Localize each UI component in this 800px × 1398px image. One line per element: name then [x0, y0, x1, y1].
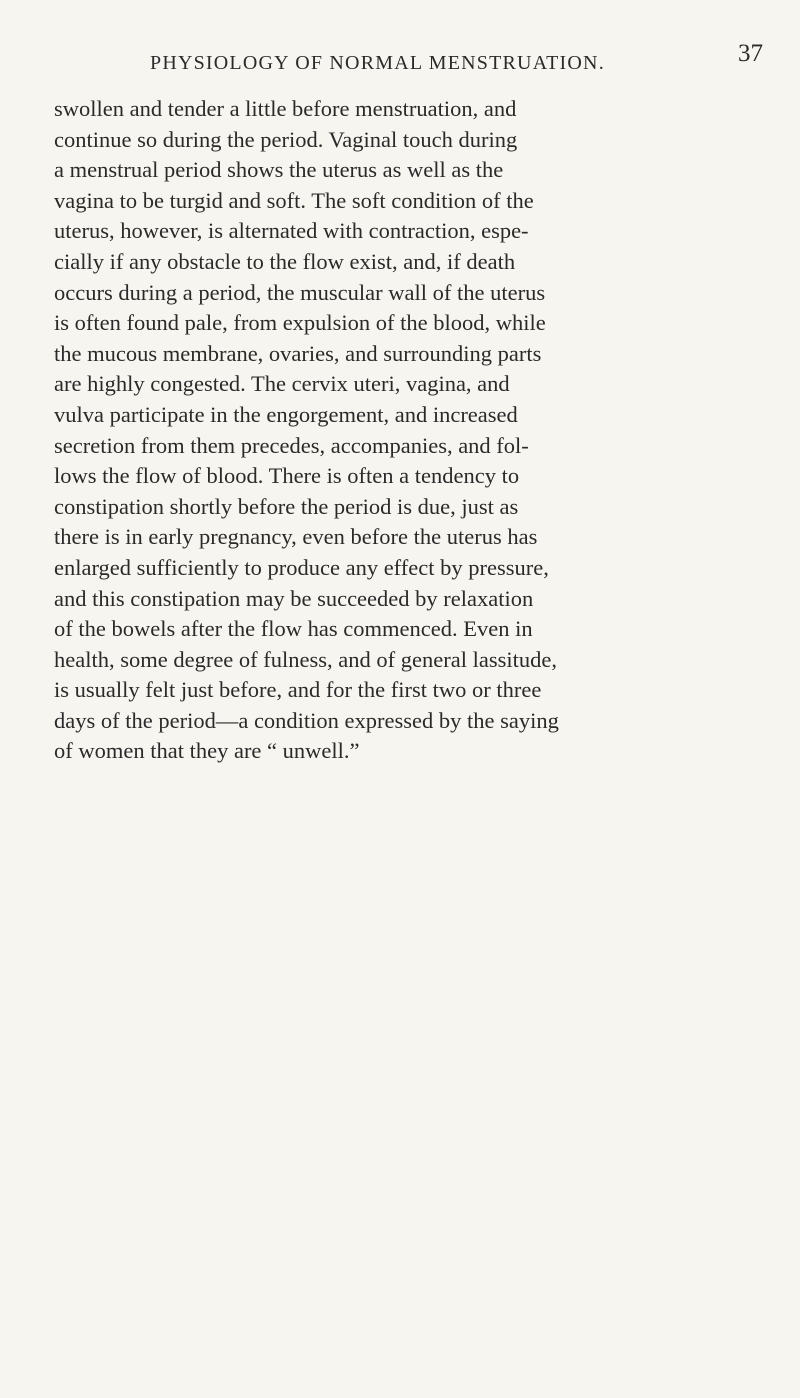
text-line: vulva participate in the engorgement, and increased	[54, 401, 518, 427]
text-line: of the bowels after the flow has commenced. Even in	[54, 616, 533, 642]
running-head: PHYSIOLOGY OF NORMAL MENSTRUATION.	[150, 52, 605, 74]
text-line: lows the flow of blood. There is often a tendency to	[54, 463, 520, 489]
page-number: 37	[738, 40, 763, 67]
text-line: a menstrual period shows the uterus as well as the	[54, 157, 504, 183]
text-line: is usually felt just before, and for the first two or three	[54, 677, 542, 703]
text-line: health, some degree of fulness, and of general lassitude,	[54, 646, 557, 672]
text-line: enlarged sufficiently to produce any effect by pressure,	[54, 554, 549, 580]
text-line: of women that they are “ unwell.”	[54, 738, 360, 764]
text-line: days of the period—a condition expressed by the saying	[54, 707, 559, 733]
text-line: swollen and tender a little before menstruation, and	[54, 96, 517, 121]
body-paragraph	[54, 94, 794, 767]
text-line: occurs during a period, the muscular wall of the uterus	[54, 279, 546, 305]
text-line: there is in early pregnancy, even before the uterus has	[54, 524, 538, 550]
text-line: is often found pale, from expulsion of the blood, while	[54, 310, 546, 336]
text-line: and this constipation may be succeeded by relaxation	[54, 585, 534, 611]
text-line: the mucous membrane, ovaries, and surrounding parts	[54, 340, 542, 366]
text-line: uterus, however, is alternated with contraction, espe-	[54, 218, 529, 244]
text-line: cially if any obstacle to the flow exist, and, if death	[54, 248, 516, 274]
text-line: constipation shortly before the period is due, just as	[54, 493, 519, 519]
text-line: secretion from them precedes, accompanies, and fol-	[54, 432, 529, 458]
text-line: vagina to be turgid and soft. The soft condition of the	[54, 187, 534, 213]
text-line: are highly congested. The cervix uteri, vagina, and	[54, 371, 510, 397]
text-line: continue so during the period. Vaginal touch during	[54, 126, 518, 152]
